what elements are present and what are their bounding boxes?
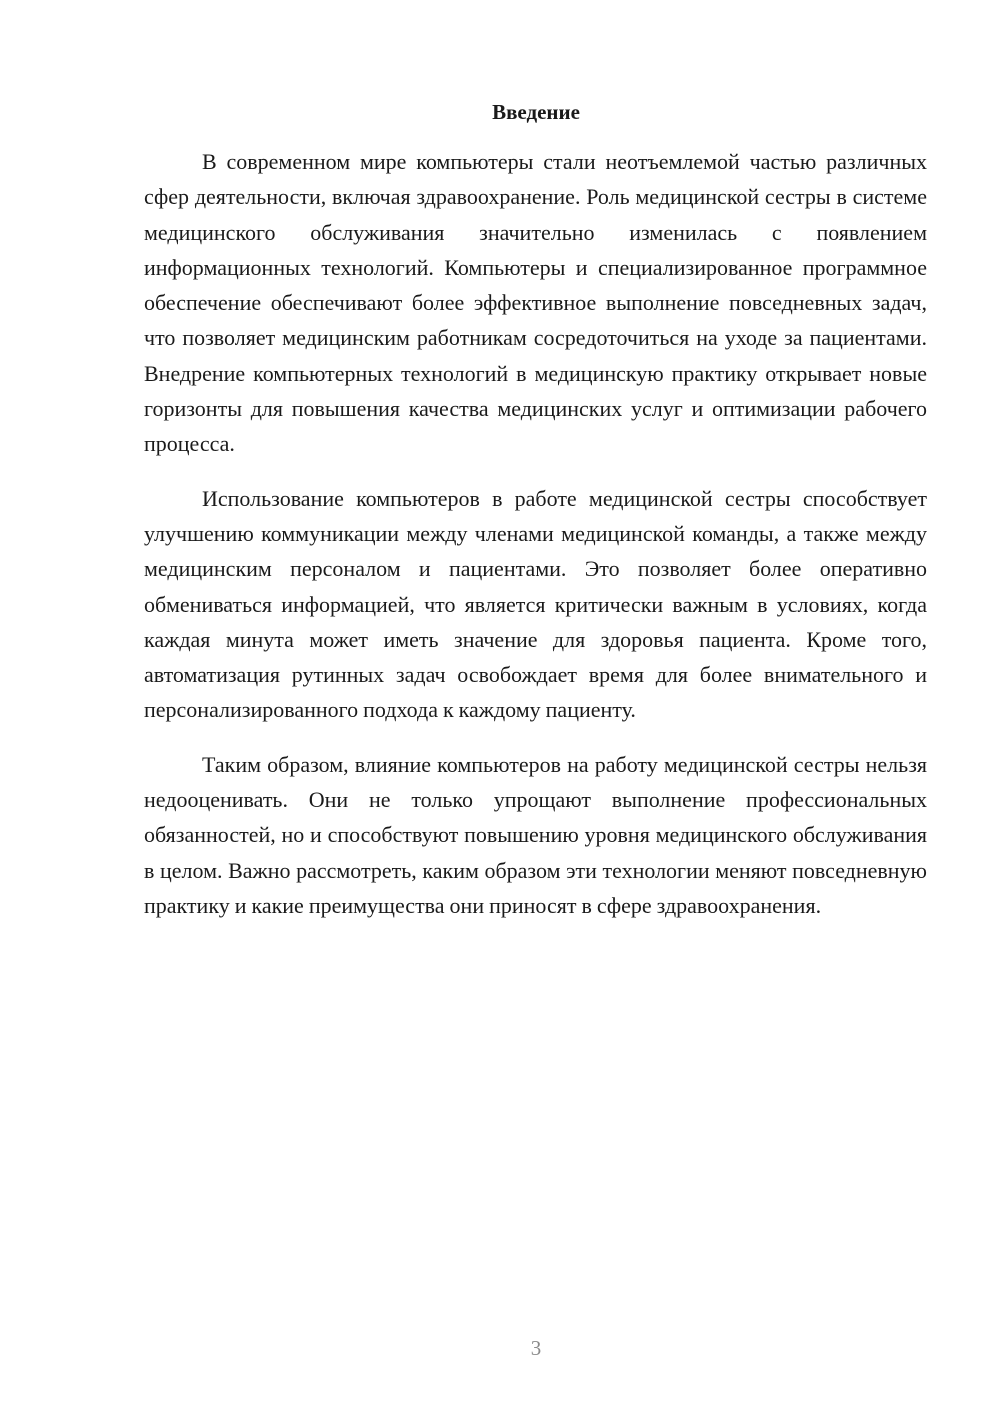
paragraph-conclusion: Таким образом, влияние компьютеров на работу медицинской сестры нельзя недооценивать. Они не только упрощают выполнение профессиональных обязанностей, но и способствуют повышению уровня медицинского обслуживания в целом. Важно рассмотреть, каким образом эти технологии меняют повседневную практику и какие преимущества они приносят в сфере здравоохранения. bbox=[144, 751, 927, 918]
section-heading: Введение bbox=[492, 100, 580, 124]
page-number: 3 bbox=[530, 1336, 542, 1360]
paragraph-intro: В современном мире компьютеры стали неотъемлемой частью различных сфер деятельности, включая здравоохранение. Роль медицинской сестры в системе медицинского обслуживания значительно изменилась с появлением информационных технологий. Компьютеры и специализированное программное обеспечение обеспечивают более эффективное выполнение повседневных задач, что позволяет медицинским работникам сосредоточиться на уходе за пациентами. Внедрение компьютерных технологий в медицинскую практику открывает новые горизонты для повышения качества медицинских услуг и оптимизации рабочего процесса. bbox=[144, 149, 927, 457]
body-text bbox=[144, 144, 927, 942]
paragraph-communication: Использование компьютеров в работе медицинской сестры способствует улучшению коммуникации между членами медицинской команды, а также между медицинским персоналом и пациентами. Это позволяет более оперативно обмениваться информацией, что является критически важным в условиях, когда каждая минута может иметь значение для здоровья пациента. Кроме того, автоматизация рутинных задач освобождает время для более внимательного и персонализированного подхода к каждому пациенту. bbox=[144, 485, 927, 723]
